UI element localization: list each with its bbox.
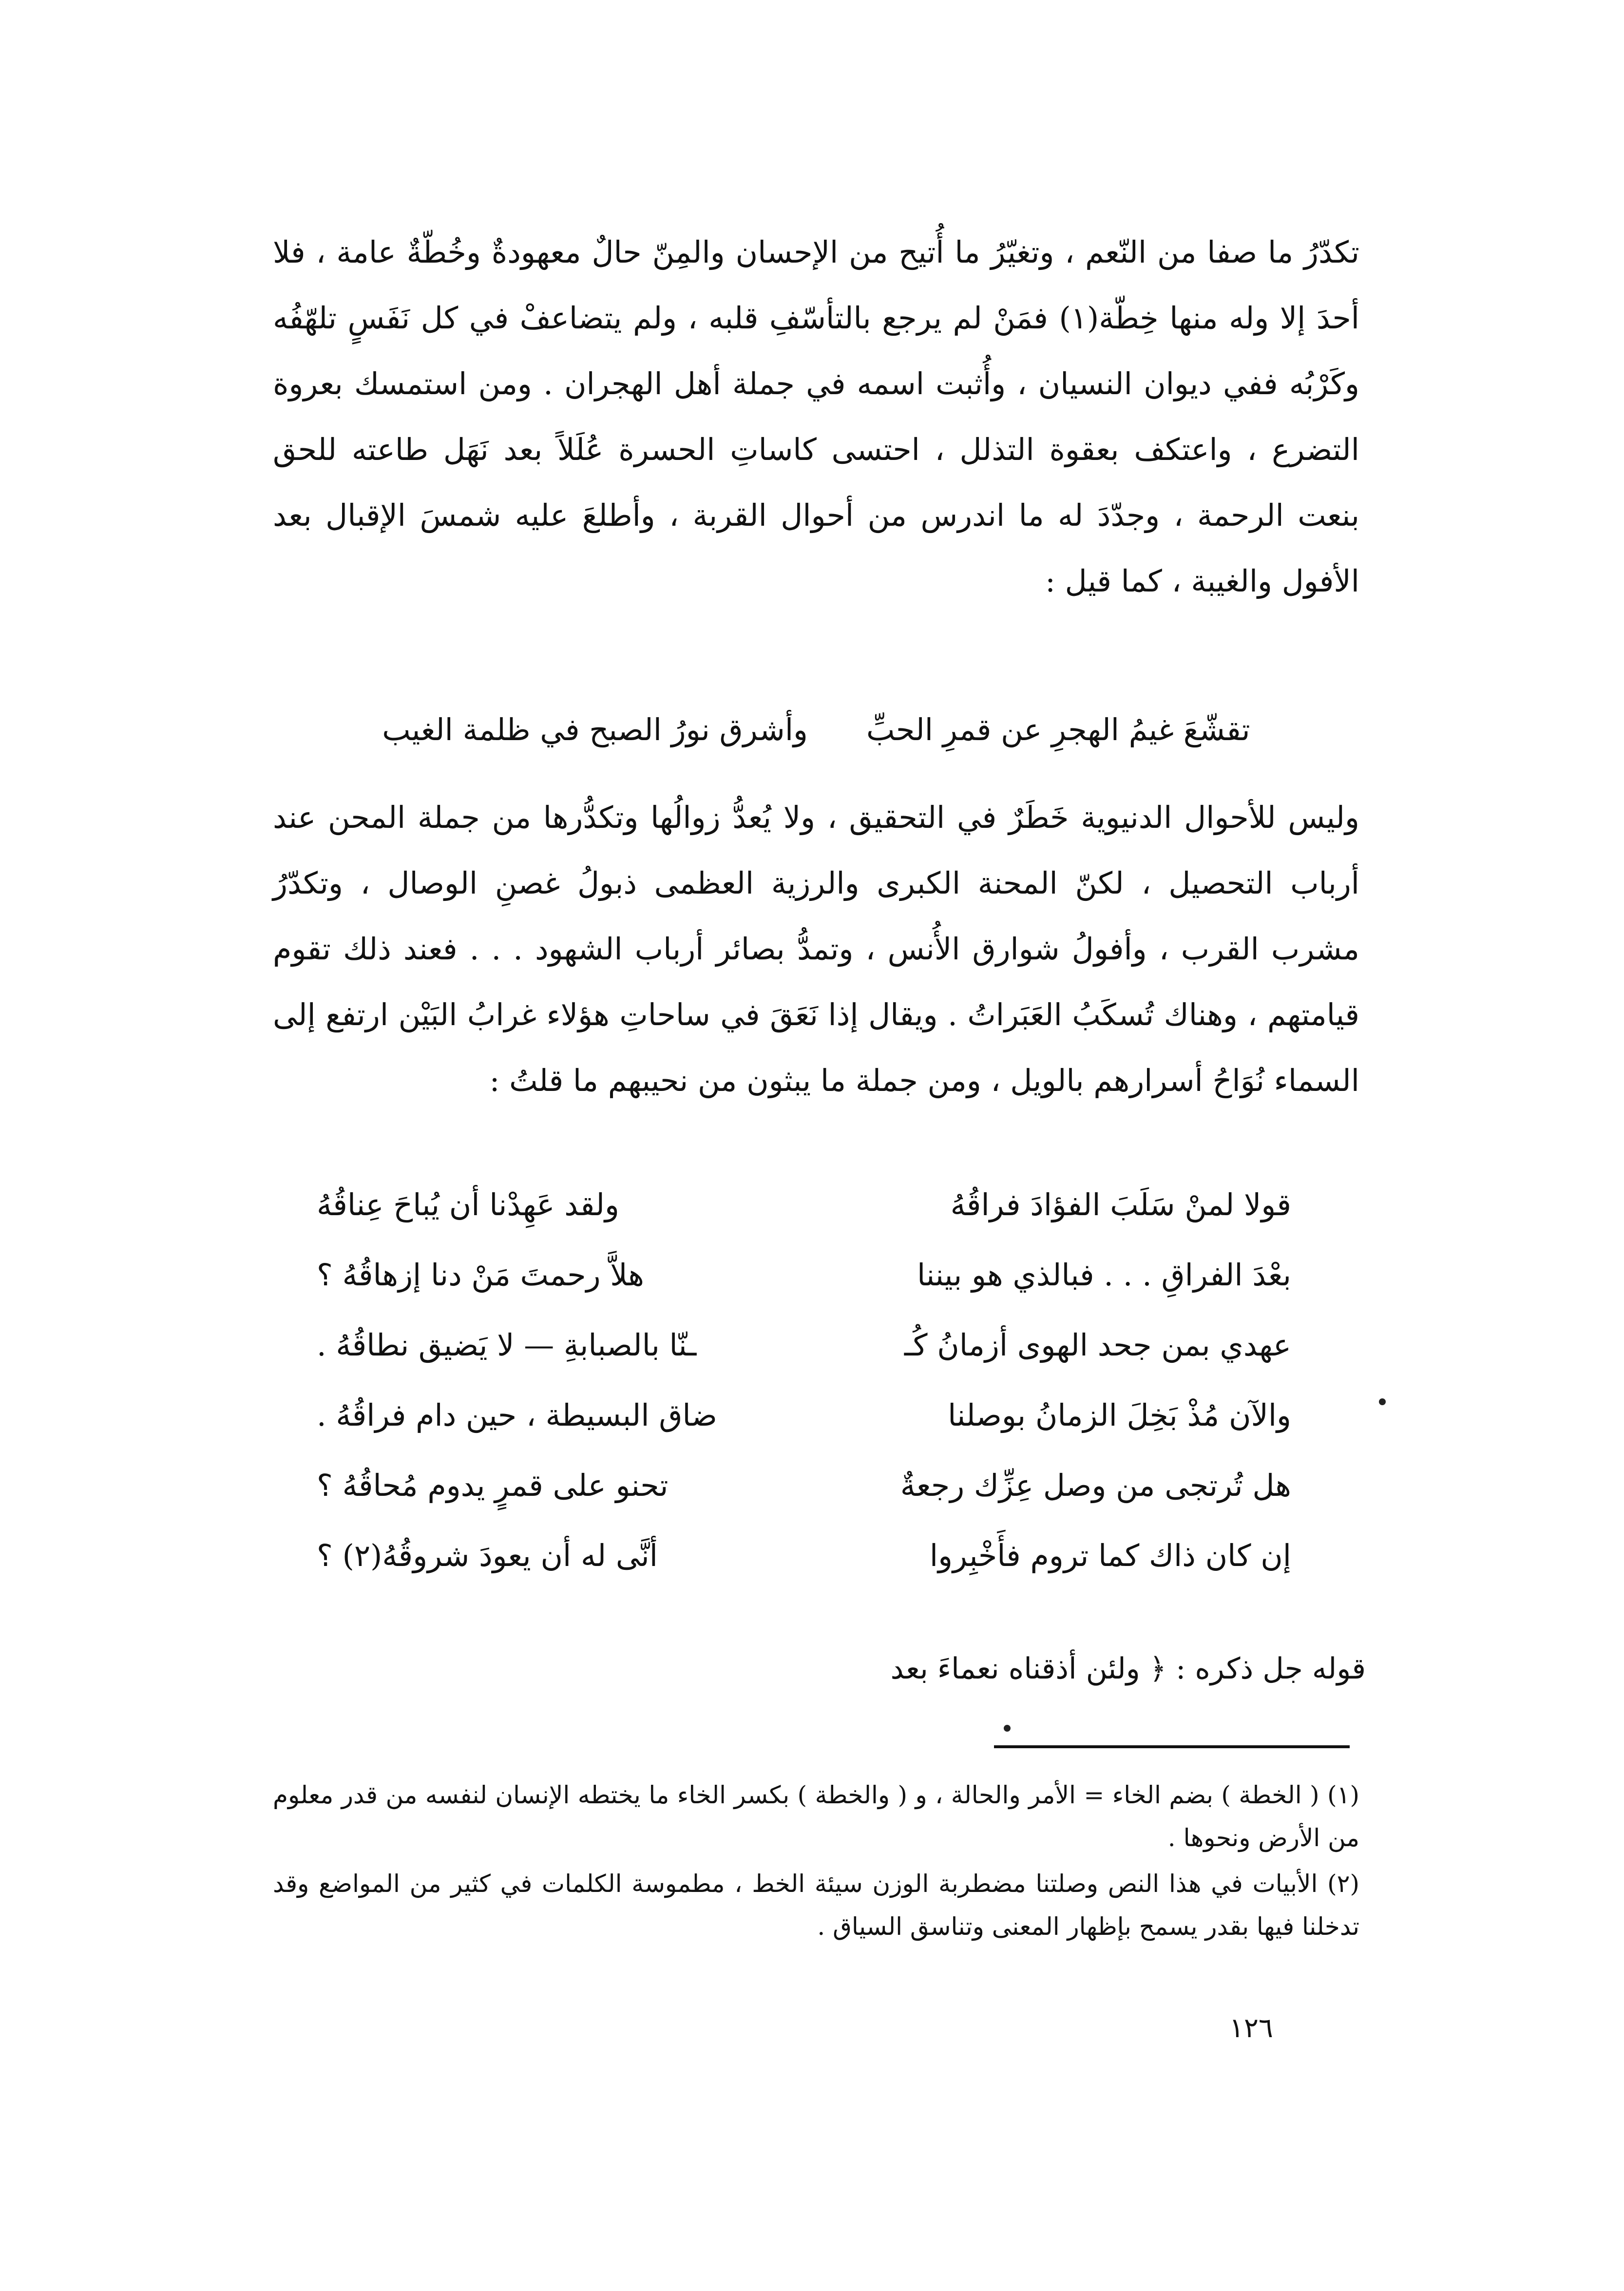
poem-hemistich-second: أنَّى له أن يعودَ شروقُهُ(٢) ؟ [317, 1537, 658, 1573]
poem-verse [317, 1240, 1291, 1310]
poem-hemistich-second: ـنّا بالصبابةِ — لا يَضيق نطاقُهُ . [317, 1327, 697, 1363]
poem-verse [317, 1310, 1291, 1380]
verse-hemistich-first: تقشّعَ غيمُ الهجرِ عن قمرِ الحبِّ [866, 712, 1250, 747]
poem-hemistich-second: تحنو على قمرٍ يدوم مُحاقُهُ ؟ [317, 1467, 669, 1503]
poem-hemistich-first: إن كان ذاك كما تروم فأَخْبِروا [929, 1537, 1291, 1573]
poem-verse [317, 1450, 1291, 1520]
quran-quote-line: قوله جل ذكره : ﴿ ولئن أذقناه نعماءَ بعد [890, 1652, 1366, 1686]
paragraph-opening [273, 219, 1359, 614]
poem-hemistich-first: بعْدَ الفراقِ . . . فبالذي هو بيننا [917, 1257, 1291, 1293]
paragraph-text: تكدّرُ ما صفا من النّعم ، وتغيّرُ ما أُتيح من الإحسان والمِنّ حالٌ معهودةٌ وخُطّةٌ عامة ، فلا أحدَ إلا وله منها خِطّة(١) فمَنْ لم يرجع بالتأسّفِ قلبه ، ولم يتضاعفْ في كل نَفَسٍ تلهّفُه وكَرْبُه ففي ديوان النسيان ، وأُثبت اسمه في جملة أهل الهجران . ومن استمسك بعروة التضرع ، واعتكف بعقوة التذلل ، احتسى كاساتِ الحسرة عُلَلاً بعد نَهَل طاعته للحق بنعت الرحمة ، وجدّدَ له ما اندرس من أحوال القربة ، وأطلعَ عليه شمسَ الإقبال بعد الأفول والغيبة ، كما قيل : [273, 234, 1359, 599]
ink-speck [1379, 1398, 1386, 1405]
poem-verse [317, 1520, 1291, 1590]
footnotes [273, 1774, 1359, 1951]
ink-speck [1004, 1725, 1011, 1732]
paragraph-text: وليس للأحوال الدنيوية خَطَرٌ في التحقيق ، ولا يُعدُّ زوالُها وتكدُّرها من جملة المحن عند أرباب التحصيل ، لكنّ المحنة الكبرى والرزية العظمى ذبولُ غصنِ الوصال ، وتكدّرُ مشرب القرب ، وأفولُ شوارق الأُنس ، وتمدُّ بصائر أرباب الشهود . . . فعند ذلك تقوم قيامتهم ، وهناك تُسكَبُ العَبَراتُ . ويقال إذا نَعَقَ في ساحاتِ هؤلاء غرابُ البَيْن ارتفع إلى السماء نُوَاحُ أسرارهم بالويل ، ومن جملة ما يبثون من نحيبهم ما قلتُ : [273, 800, 1359, 1098]
poem-hemistich-first: قولا لمنْ سَلَبَ الفؤادَ فراقُهُ [950, 1186, 1291, 1222]
poem-verse [317, 1380, 1291, 1450]
poem-hemistich-first: هل تُرتجى من وصل عِزِّك رجعةٌ [900, 1467, 1291, 1503]
poem-hemistich-second: ولقد عَهِدْنا أن يُباحَ عِناقُهُ [317, 1186, 619, 1222]
footnote-2: (٢) الأبيات في هذا النص وصلتنا مضطربة الوزن سيئة الخط ، مطموسة الكلمات في كثير من المواضع وقد تدخلنا فيها بقدر يسمح بإظهار المعنى وتناسق السياق . [273, 1870, 1359, 1941]
page-number: ١٢٦ [1229, 2012, 1273, 2044]
poem-hemistich-first: والآن مُذْ بَخِلَ الزمانُ بوصلنا [948, 1397, 1291, 1433]
quoted-verse [273, 697, 1359, 763]
poem [317, 1169, 1291, 1590]
footnote-1: (١) ( الخطة ) بضم الخاء = الأمر والحالة ، و ( والخطة ) بكسر الخاء ما يختطه الإنسان لنفسه من قدر معلوم من الأرض ونحوها . [273, 1781, 1359, 1852]
paragraph-second [273, 784, 1359, 1113]
poem-hemistich-second: هلاَّ رحمتَ مَنْ دنا إزهاقُهُ ؟ [317, 1257, 644, 1293]
poem-hemistich-first: عهدي بمن جحد الهوى أزمانُ كُـ [904, 1327, 1291, 1363]
verse-hemistich-second: وأشرق نورُ الصبح في ظلمة الغيب [382, 712, 808, 747]
poem-hemistich-second: ضاق البسيطة ، حين دام فراقُهُ . [317, 1397, 717, 1433]
footnote-divider [994, 1745, 1350, 1748]
poem-verse [317, 1169, 1291, 1240]
